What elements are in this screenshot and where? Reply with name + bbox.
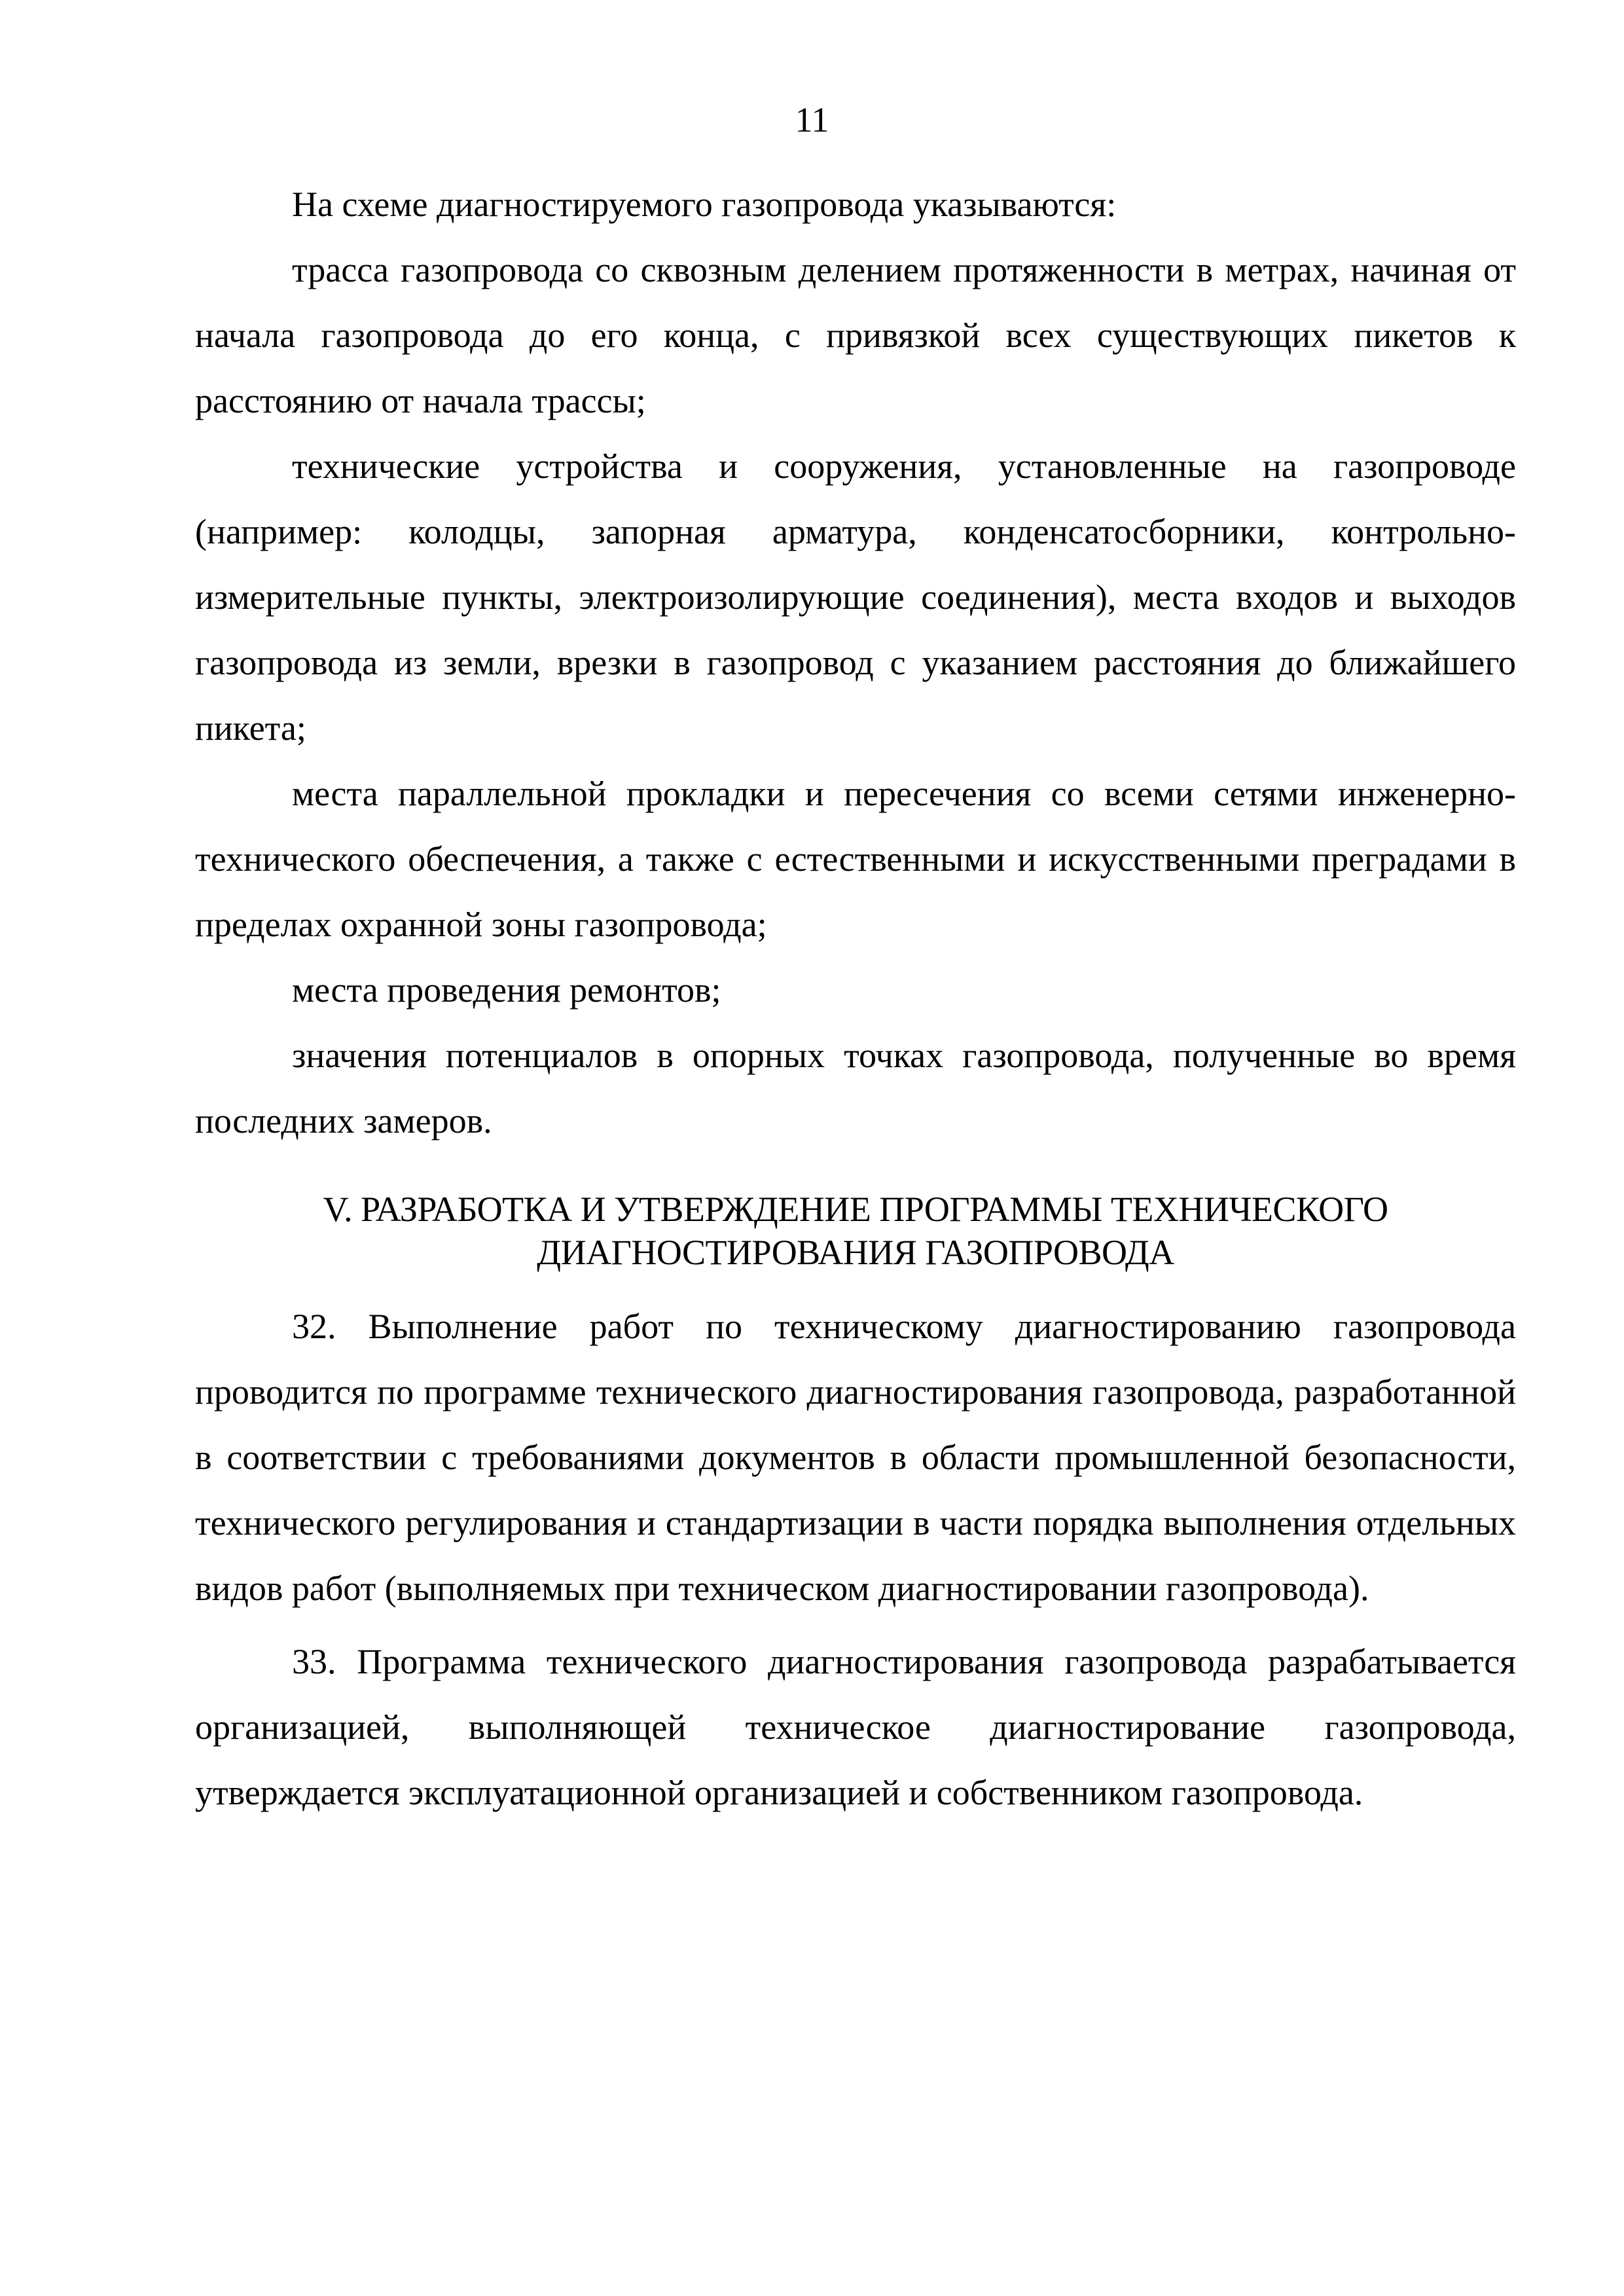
paragraph-crossings: места параллельной прокладки и пересечения со всеми сетями инженерно-технического обеспечения, а также с естественными и искусственными преградами в пределах охранной зоны газопровода; [195,774,1516,944]
paragraph-clause-32: 32. Выполнение работ по техническому диагностированию газопровода проводится по программе технического диагностирования газопровода, разработанной в соответствии с требованиями документов в области промышленной безопасности, технического регулирования и стандартизации в части порядка выполнения отдельных видов работ (выполняемых при техническом диагностировании газопровода). [195,1307,1516,1608]
section-heading-line-1: V. РАЗРАБОТКА И УТВЕРЖДЕНИЕ ПРОГРАММЫ ТЕХНИЧЕСКОГО [323,1190,1388,1229]
paragraph-repairs: места проведения ремонтов; [292,970,721,1010]
page-number: 11 [795,100,829,139]
paragraph-diagram-intro: На схеме диагностируемого газопровода указываются: [292,185,1117,224]
section-heading-line-2: ДИАГНОСТИРОВАНИЯ ГАЗОПРОВОДА [537,1233,1174,1272]
paragraph-potentials: значения потенциалов в опорных точках газопровода, полученные во время последних замеров. [195,1036,1516,1140]
paragraph-clause-33: 33. Программа технического диагностирования газопровода разрабатывается организацией, выполняющей техническое диагностирование газопровода, утверждается эксплуатационной организацией и собственником газопровода. [195,1642,1516,1812]
paragraph-devices: технические устройства и сооружения, установленные на газопроводе (например: колодцы, запорная арматура, конденсатосборники, контрольно-измерительные пункты, электроизолирующие соединения), места входов и выходов газопровода из земли, врезки в газопровод с указанием расстояния до ближайшего пикета; [195,446,1516,748]
document-body [195,172,1516,1825]
section-heading [195,1188,1516,1274]
paragraph-route: трасса газопровода со сквозным делением протяженности в метрах, начиная от начала газопровода до его конца, с привязкой всех существующих пикетов к расстоянию от начала трассы; [195,250,1516,420]
